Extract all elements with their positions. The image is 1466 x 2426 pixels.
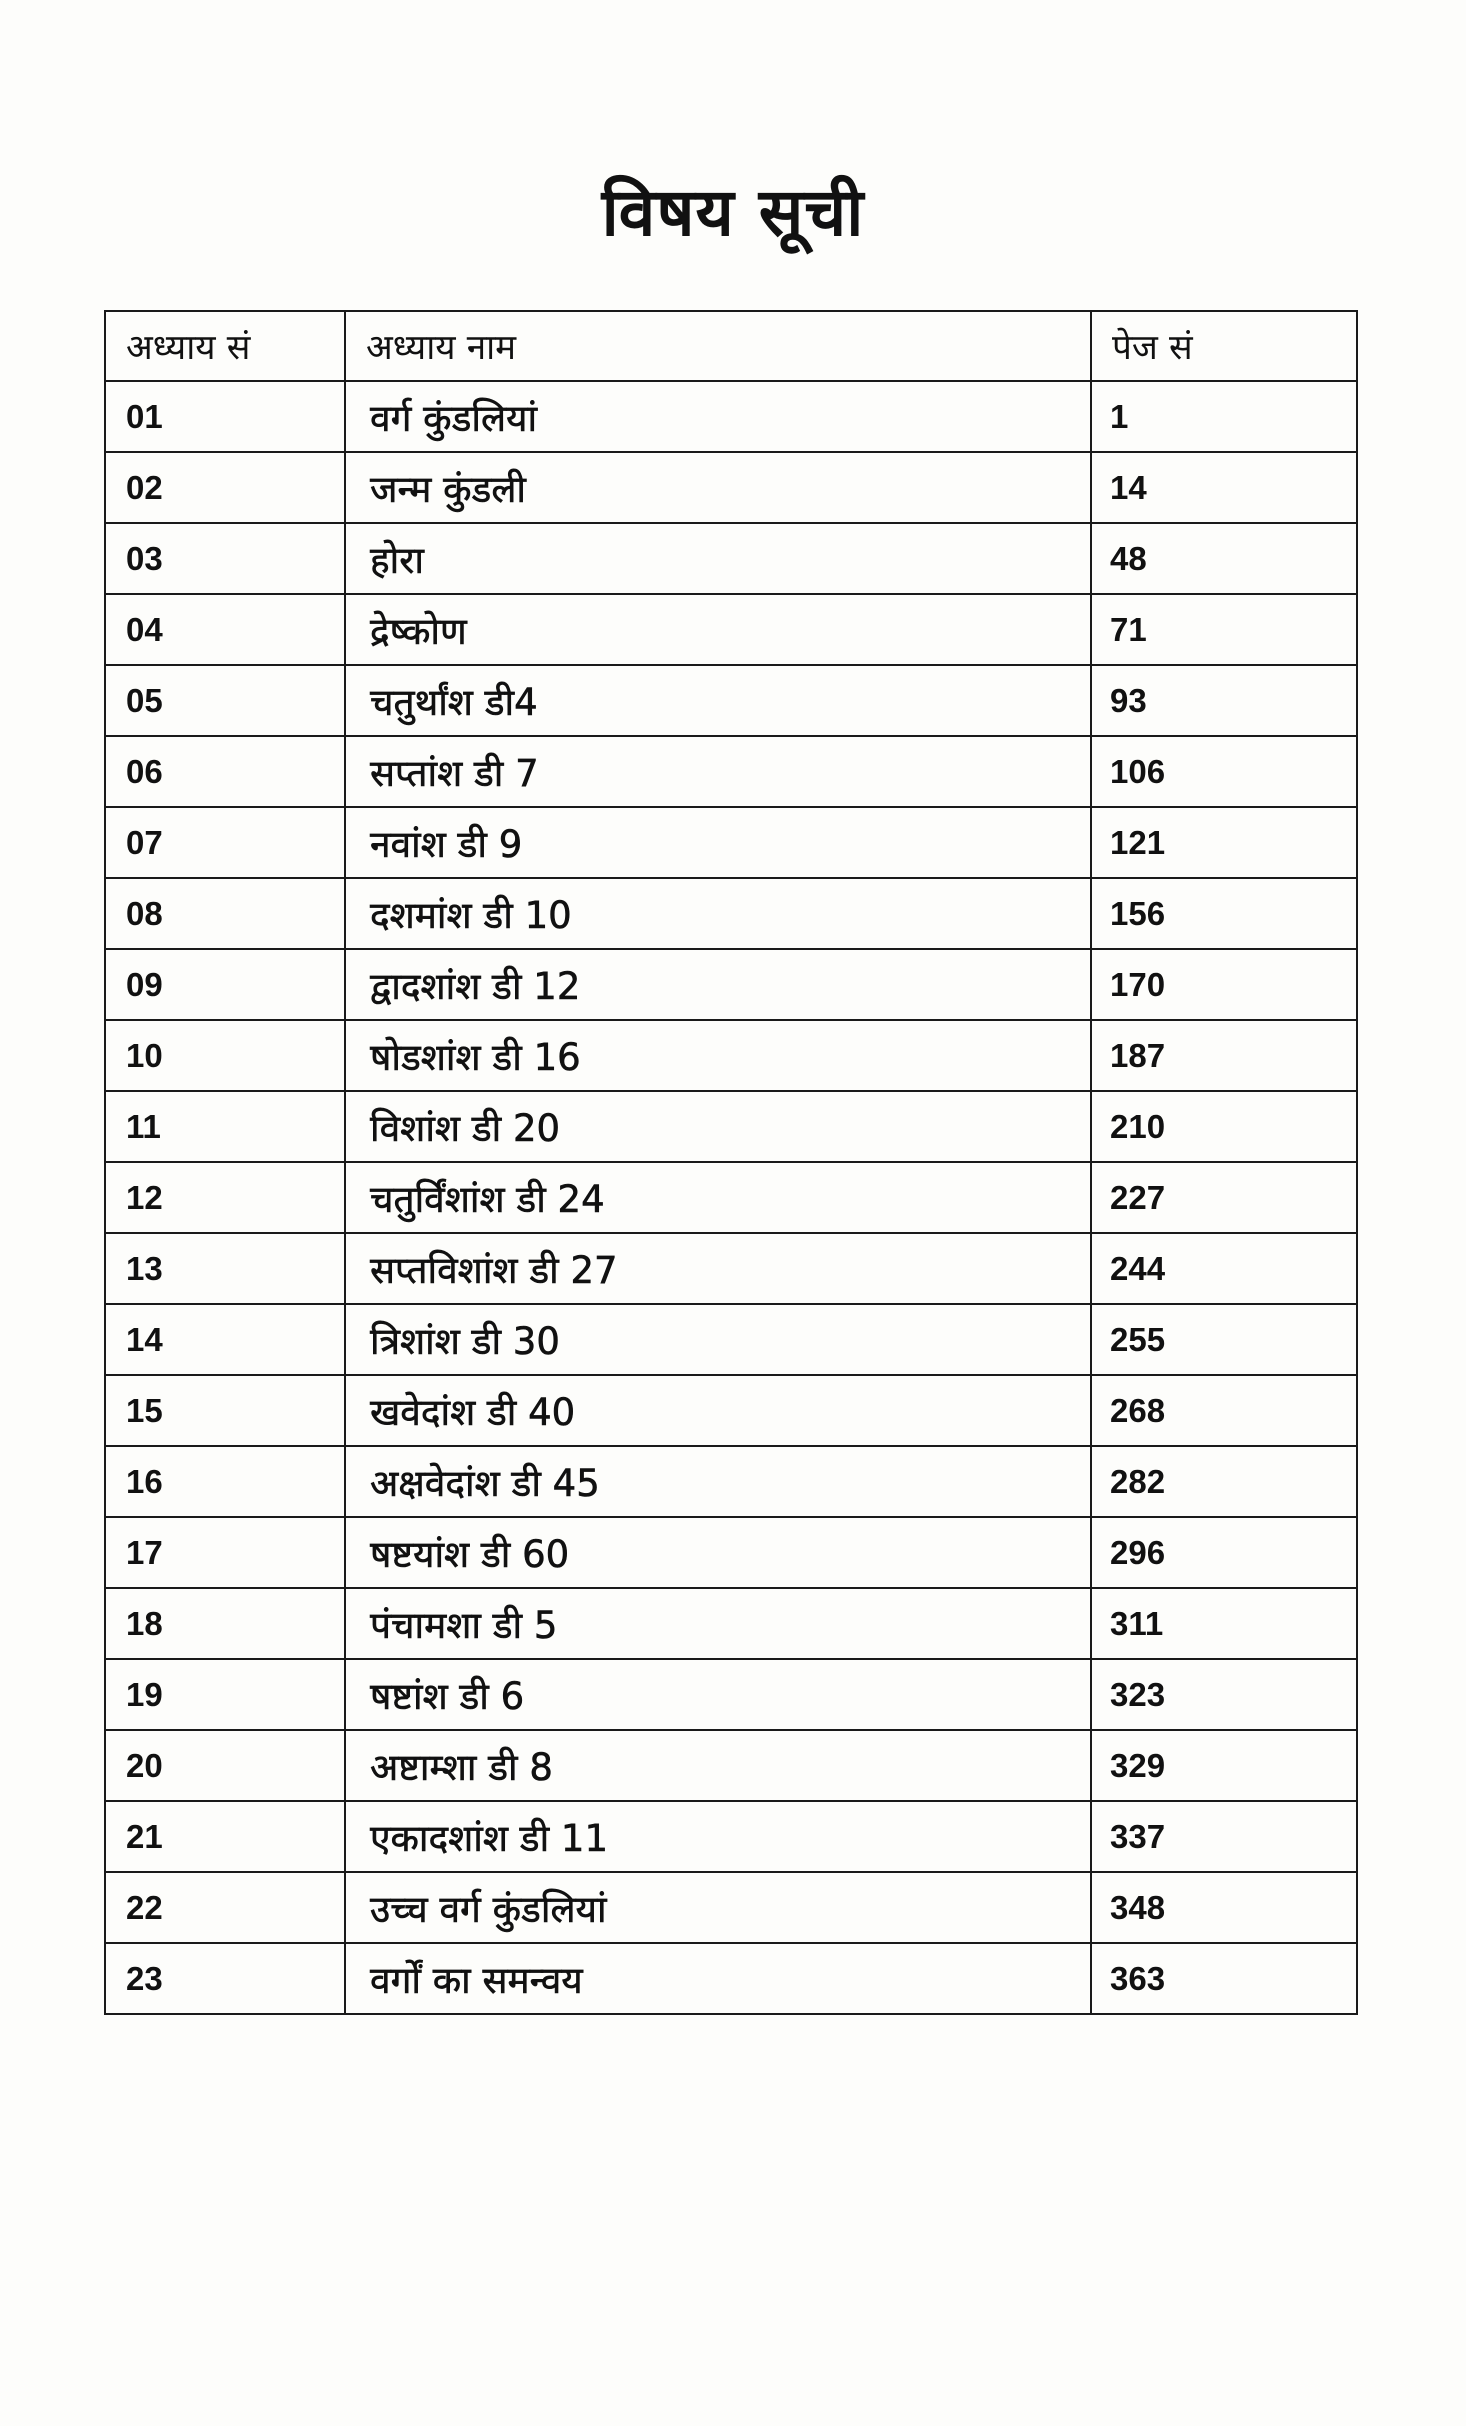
chapter-name: षष्टांश डी 6 [345,1659,1091,1730]
chapter-number: 02 [105,452,345,523]
page-number: 255 [1091,1304,1357,1375]
page-number: 282 [1091,1446,1357,1517]
chapter-name: सप्तांश डी 7 [345,736,1091,807]
chapter-name: जन्म कुंडली [345,452,1091,523]
chapter-number: 18 [105,1588,345,1659]
table-row [105,1233,1357,1304]
page-number: 227 [1091,1162,1357,1233]
chapter-name: त्रिशांश डी 30 [345,1304,1091,1375]
table-row [105,381,1357,452]
chapter-name: चतुर्विंशांश डी 24 [345,1162,1091,1233]
chapter-name: द्रेष्कोण [345,594,1091,665]
page-number: 106 [1091,736,1357,807]
chapter-number: 11 [105,1091,345,1162]
chapter-name: पंचामशा डी 5 [345,1588,1091,1659]
header-chapter-number: अध्याय सं [105,311,345,381]
chapter-number: 08 [105,878,345,949]
chapter-name: दशमांश डी 10 [345,878,1091,949]
table-row [105,736,1357,807]
chapter-name: अक्षवेदांश डी 45 [345,1446,1091,1517]
chapter-number: 17 [105,1517,345,1588]
chapter-name: षोडशांश डी 16 [345,1020,1091,1091]
chapter-name: होरा [345,523,1091,594]
chapter-name: वर्गों का समन्वय [345,1943,1091,2014]
table-row [105,1304,1357,1375]
chapter-name: द्वादशांश डी 12 [345,949,1091,1020]
header-page-number: पेज सं [1091,311,1357,381]
chapter-number: 12 [105,1162,345,1233]
table-row [105,1801,1357,1872]
table-row [105,1446,1357,1517]
chapter-name: विशांश डी 20 [345,1091,1091,1162]
table-row [105,1588,1357,1659]
chapter-number: 22 [105,1872,345,1943]
page-number: 363 [1091,1943,1357,2014]
chapter-name: एकादशांश डी 11 [345,1801,1091,1872]
chapter-name: सप्तविशांश डी 27 [345,1233,1091,1304]
table-header-row [105,311,1357,381]
table-row [105,1872,1357,1943]
chapter-number: 03 [105,523,345,594]
table-row [105,594,1357,665]
page-number: 337 [1091,1801,1357,1872]
chapter-number: 16 [105,1446,345,1517]
chapter-name: षष्टयांश डी 60 [345,1517,1091,1588]
chapter-number: 20 [105,1730,345,1801]
page-number: 121 [1091,807,1357,878]
page-number: 268 [1091,1375,1357,1446]
table-row [105,665,1357,736]
page-number: 329 [1091,1730,1357,1801]
chapter-number: 13 [105,1233,345,1304]
chapter-number: 23 [105,1943,345,2014]
table-row [105,807,1357,878]
page-number: 187 [1091,1020,1357,1091]
chapter-number: 21 [105,1801,345,1872]
table-row [105,949,1357,1020]
table-of-contents [104,310,1358,2015]
page-number: 93 [1091,665,1357,736]
chapter-name: उच्च वर्ग कुंडलियां [345,1872,1091,1943]
page-number: 156 [1091,878,1357,949]
chapter-name: अष्टाम्शा डी 8 [345,1730,1091,1801]
table-row [105,1020,1357,1091]
page-number: 210 [1091,1091,1357,1162]
page-number: 71 [1091,594,1357,665]
chapter-number: 14 [105,1304,345,1375]
page-title: विषय सूची [601,174,865,251]
chapter-name: नवांश डी 9 [345,807,1091,878]
table-row [105,1162,1357,1233]
chapter-number: 06 [105,736,345,807]
chapter-name: खवेदांश डी 40 [345,1375,1091,1446]
page-number: 323 [1091,1659,1357,1730]
chapter-number: 07 [105,807,345,878]
chapter-number: 01 [105,381,345,452]
chapter-number: 15 [105,1375,345,1446]
page-number: 1 [1091,381,1357,452]
table-row [105,1375,1357,1446]
chapter-number: 09 [105,949,345,1020]
chapter-name: वर्ग कुंडलियां [345,381,1091,452]
table-row [105,523,1357,594]
table-row [105,1517,1357,1588]
page-number: 348 [1091,1872,1357,1943]
page-number: 244 [1091,1233,1357,1304]
table-row [105,1091,1357,1162]
table-row [105,878,1357,949]
chapter-number: 05 [105,665,345,736]
page-number: 296 [1091,1517,1357,1588]
header-chapter-name: अध्याय नाम [345,311,1091,381]
page-number: 14 [1091,452,1357,523]
table-row [105,452,1357,523]
table-row [105,1943,1357,2014]
table-row [105,1730,1357,1801]
chapter-number: 04 [105,594,345,665]
chapter-name: चतुर्थांश डी4 [345,665,1091,736]
page-number: 170 [1091,949,1357,1020]
chapter-number: 19 [105,1659,345,1730]
page-number: 311 [1091,1588,1357,1659]
table-row [105,1659,1357,1730]
page-number: 48 [1091,523,1357,594]
chapter-number: 10 [105,1020,345,1091]
